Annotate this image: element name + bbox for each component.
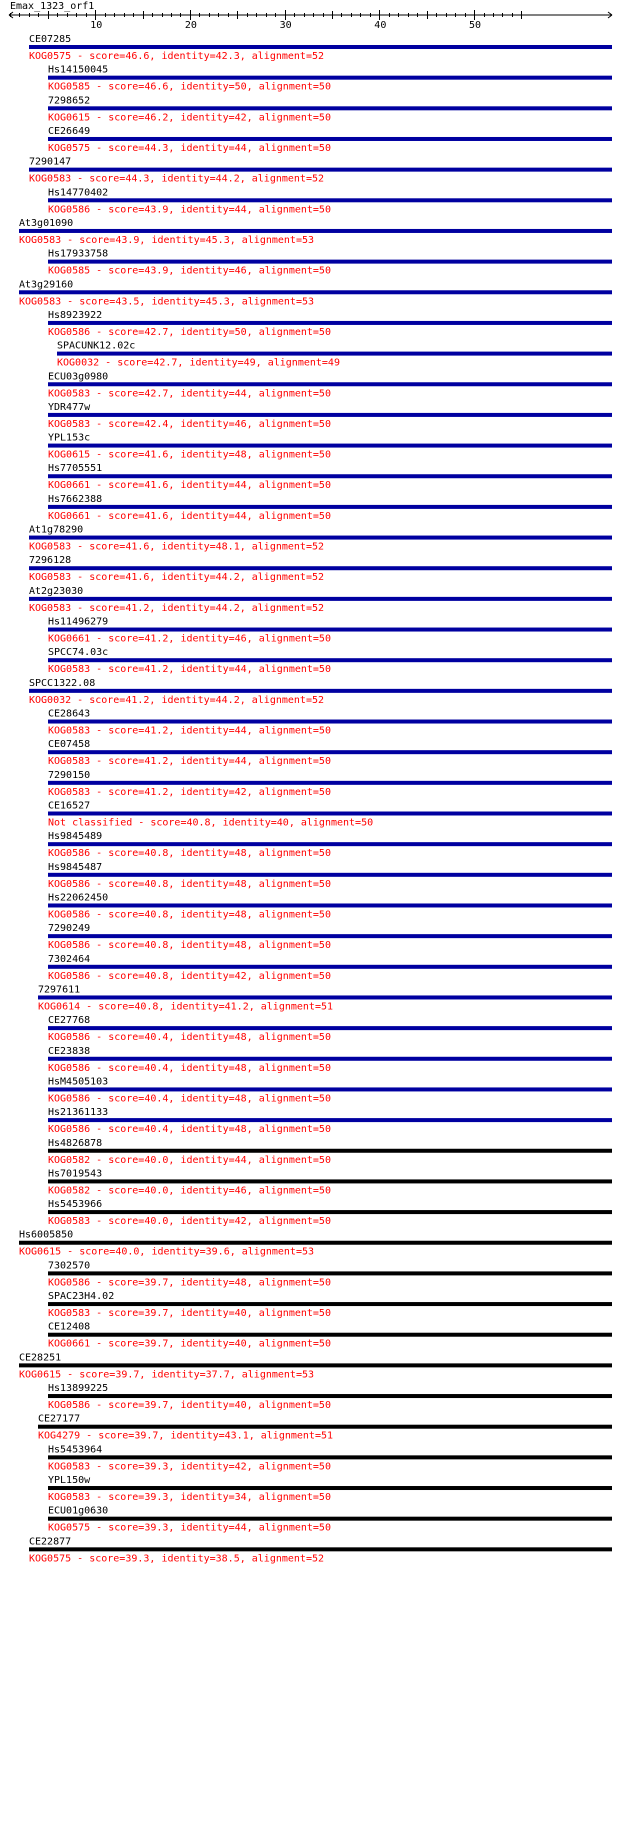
hit-name: Hs5453966	[48, 1199, 103, 1211]
hit-annotation: KOG0586 - score=40.4, identity=48, alignment=50	[48, 1124, 331, 1136]
hit-name: Hs21361133	[48, 1107, 109, 1119]
hit-annotation: KOG0586 - score=43.9, identity=44, alignment=50	[48, 204, 331, 216]
hit-name: Hs5453964	[48, 1444, 103, 1456]
hit-row	[48, 617, 612, 645]
hit-row	[48, 310, 612, 338]
hit-bar	[48, 505, 612, 509]
hit-annotation: KOG0575 - score=44.3, identity=44, alignment=50	[48, 142, 331, 154]
hit-annotation: KOG0585 - score=46.6, identity=50, alignment=50	[48, 81, 331, 93]
hit-name: CE23838	[48, 1045, 91, 1057]
hit-row	[48, 126, 612, 154]
hit-name: HsM4505103	[48, 1076, 109, 1088]
hit-annotation: KOG0614 - score=40.8, identity=41.2, alignment=51	[38, 1001, 334, 1013]
hit-row	[48, 1199, 612, 1227]
hit-name: CE26649	[48, 125, 91, 137]
hit-bar	[48, 1057, 612, 1061]
hit-name: Hs9845487	[48, 861, 103, 873]
hit-bar	[48, 413, 612, 417]
hit-name: YPL153c	[48, 432, 91, 444]
hit-name: 7290150	[48, 769, 91, 781]
hit-name: ECU01g0630	[48, 1505, 109, 1517]
hit-annotation: KOG0583 - score=41.2, identity=44, alignment=50	[48, 725, 331, 737]
hit-row	[48, 770, 612, 798]
hit-row	[48, 1107, 612, 1135]
hit-bar	[48, 106, 612, 110]
hit-name: CE27768	[48, 1015, 91, 1027]
hit-row	[48, 187, 612, 215]
hit-row	[48, 801, 612, 829]
hit-bar	[48, 1149, 612, 1153]
hit-row	[48, 862, 612, 890]
hit-bar	[29, 597, 612, 601]
hit-name: Hs9845489	[48, 831, 103, 843]
hit-annotation: KOG0583 - score=41.6, identity=48.1, alignment=52	[29, 541, 325, 553]
hit-name: SPCC1322.08	[29, 677, 96, 689]
hit-bar	[48, 1179, 612, 1183]
hit-name: Hs7019543	[48, 1168, 103, 1180]
hit-name: Hs17933758	[48, 248, 109, 260]
hit-bar	[48, 382, 612, 386]
hit-bar	[19, 290, 612, 294]
hit-bar	[48, 1394, 612, 1398]
hit-annotation: KOG0583 - score=41.2, identity=44.2, alignment=52	[29, 602, 325, 614]
hit-annotation: KOG0032 - score=42.7, identity=49, alignment=49	[57, 357, 340, 369]
hit-row	[48, 647, 612, 675]
hit-annotation: KOG0583 - score=42.4, identity=46, alignment=50	[48, 418, 331, 430]
hit-bar	[48, 260, 612, 264]
hit-bar	[29, 689, 612, 693]
hit-annotation: KOG0583 - score=41.2, identity=42, alignment=50	[48, 786, 331, 798]
hit-name: Hs14150045	[48, 64, 109, 76]
hit-row	[48, 463, 612, 491]
hit-row	[48, 494, 612, 522]
hit-name: At3g01090	[19, 217, 74, 229]
axis-tick-label: 20	[184, 20, 197, 31]
hit-name: CE12408	[48, 1321, 91, 1333]
hit-bar	[38, 1425, 612, 1429]
hit-name: CE28643	[48, 708, 91, 720]
hit-bar	[48, 842, 612, 846]
hit-bar	[48, 873, 612, 877]
hit-name: YDR477w	[48, 401, 91, 413]
hit-annotation: KOG0583 - score=44.3, identity=44.2, alignment=52	[29, 173, 325, 185]
hit-annotation: KOG0582 - score=40.0, identity=46, alignment=50	[48, 1185, 331, 1197]
hit-annotation: KOG0583 - score=41.6, identity=44.2, alignment=52	[29, 572, 325, 584]
hit-bar	[48, 1087, 612, 1091]
hit-list	[19, 34, 612, 1564]
hit-bar	[48, 781, 612, 785]
hit-row	[38, 984, 612, 1012]
hit-row	[48, 371, 612, 399]
hit-annotation: KOG0586 - score=40.4, identity=48, alignment=50	[48, 1032, 331, 1044]
hit-name: Hs7705551	[48, 463, 103, 475]
hit-bar	[48, 658, 612, 662]
hit-annotation: KOG0585 - score=43.9, identity=46, alignment=50	[48, 265, 331, 277]
hit-name: At1g78290	[29, 524, 84, 536]
hit-bar	[48, 1210, 612, 1214]
hit-annotation: KOG0586 - score=40.8, identity=42, alignment=50	[48, 970, 331, 982]
hit-bar	[48, 628, 612, 632]
hit-row	[48, 1322, 612, 1350]
hit-bar	[48, 1455, 612, 1459]
hit-annotation: KOG0582 - score=40.0, identity=44, alignment=50	[48, 1154, 331, 1166]
hit-bar	[48, 934, 612, 938]
hit-bar	[48, 1517, 612, 1521]
hit-row	[48, 1076, 612, 1104]
hit-row	[29, 678, 612, 706]
hit-name: 7290147	[29, 156, 72, 168]
hit-bar	[48, 474, 612, 478]
hit-row	[48, 1506, 612, 1534]
hit-name: 7298652	[48, 95, 91, 107]
hit-name: Hs8923922	[48, 309, 103, 321]
hit-annotation: KOG0583 - score=43.9, identity=45.3, alignment=53	[19, 234, 315, 246]
hit-bar	[48, 444, 612, 448]
hit-bar	[29, 566, 612, 570]
hit-name: 7302570	[48, 1260, 91, 1272]
hit-annotation: KOG0586 - score=40.8, identity=48, alignment=50	[48, 940, 331, 952]
hit-annotation: KOG4279 - score=39.7, identity=43.1, alignment=51	[38, 1430, 334, 1442]
hit-row	[48, 95, 612, 123]
hit-bar	[38, 995, 612, 999]
hit-bar	[48, 198, 612, 202]
hit-annotation: KOG0583 - score=42.7, identity=44, alignment=50	[48, 388, 331, 400]
hit-row	[48, 923, 612, 951]
hit-annotation: KOG0586 - score=40.4, identity=48, alignment=50	[48, 1062, 331, 1074]
hit-row	[48, 1383, 612, 1411]
hit-row	[48, 65, 612, 93]
hit-annotation: Not classified - score=40.8, identity=40, alignment=50	[48, 817, 374, 829]
hit-name: At2g23030	[29, 585, 84, 597]
hit-name: Hs6005850	[19, 1229, 74, 1241]
hit-bar	[48, 812, 612, 816]
hit-annotation: KOG0575 - score=39.3, identity=44, alignment=50	[48, 1522, 331, 1534]
hit-row	[19, 1230, 612, 1258]
hit-name: YPL150w	[48, 1475, 91, 1487]
hit-name: Hs7662388	[48, 493, 103, 505]
hit-bar	[48, 1333, 612, 1337]
hit-name: SPCC74.03c	[48, 647, 109, 659]
hit-row	[48, 249, 612, 277]
hit-bar	[48, 1118, 612, 1122]
hit-bar	[19, 1241, 612, 1245]
hit-annotation: KOG0615 - score=46.2, identity=42, alignment=50	[48, 112, 331, 124]
hit-name: CE22877	[29, 1536, 72, 1548]
hit-annotation: KOG0575 - score=46.6, identity=42.3, alignment=52	[29, 51, 325, 62]
query-axis	[9, 1, 612, 31]
hit-annotation: KOG0661 - score=41.6, identity=44, alignment=50	[48, 510, 331, 522]
hit-annotation: KOG0583 - score=39.7, identity=40, alignment=50	[48, 1308, 331, 1320]
hit-annotation: KOG0583 - score=39.3, identity=34, alignment=50	[48, 1492, 331, 1504]
hit-name: CE07458	[48, 739, 91, 751]
hit-row	[48, 402, 612, 430]
hit-row	[48, 1168, 612, 1196]
hit-annotation: KOG0615 - score=40.0, identity=39.6, alignment=53	[19, 1246, 315, 1258]
hit-name: Hs22062450	[48, 892, 109, 904]
hit-bar	[57, 352, 612, 356]
hit-row	[48, 1046, 612, 1074]
hit-name: ECU03g0980	[48, 371, 109, 383]
hit-annotation: KOG0586 - score=40.8, identity=48, alignment=50	[48, 848, 331, 860]
hit-annotation: KOG0032 - score=41.2, identity=44.2, alignment=52	[29, 694, 325, 706]
hit-annotation: KOG0583 - score=39.3, identity=42, alignment=50	[48, 1461, 331, 1473]
hit-row	[48, 1291, 612, 1319]
hit-name: 7302464	[48, 953, 91, 965]
hit-name: Hs13899225	[48, 1383, 109, 1395]
axis-tick-label: 40	[374, 20, 387, 31]
hit-row	[48, 1138, 612, 1166]
hit-name: CE27177	[38, 1413, 81, 1425]
hit-bar	[48, 750, 612, 754]
hit-name: Hs4826878	[48, 1137, 103, 1149]
hit-annotation: KOG0615 - score=41.6, identity=48, alignment=50	[48, 449, 331, 461]
hit-row	[48, 1444, 612, 1472]
hit-row	[48, 831, 612, 859]
hit-row	[48, 892, 612, 920]
hit-annotation: KOG0586 - score=40.4, identity=48, alignment=50	[48, 1093, 331, 1105]
hit-row	[38, 1414, 612, 1442]
hit-name: SPACUNK12.02c	[57, 340, 136, 352]
hit-row	[29, 34, 612, 62]
hit-bar	[48, 1026, 612, 1030]
hit-bar	[48, 1302, 612, 1306]
hit-row	[48, 1260, 612, 1288]
hit-row	[48, 433, 612, 461]
hit-row	[19, 279, 612, 307]
hit-row	[48, 954, 612, 982]
hit-name: 7297611	[38, 984, 81, 996]
hit-bar	[48, 903, 612, 907]
hit-annotation: KOG0586 - score=40.8, identity=48, alignment=50	[48, 909, 331, 921]
hit-annotation: KOG0586 - score=39.7, identity=48, alignment=50	[48, 1277, 331, 1289]
hit-bar	[48, 321, 612, 325]
hit-annotation: KOG0583 - score=41.2, identity=44, alignment=50	[48, 664, 331, 676]
hit-name: Hs11496279	[48, 616, 109, 628]
hit-row	[19, 1352, 612, 1380]
hit-annotation: KOG0586 - score=42.7, identity=50, alignment=50	[48, 326, 331, 338]
hit-annotation: KOG0586 - score=39.7, identity=40, alignment=50	[48, 1400, 331, 1412]
hit-bar	[29, 168, 612, 172]
hit-row	[48, 709, 612, 737]
hit-annotation: KOG0661 - score=41.2, identity=46, alignment=50	[48, 633, 331, 645]
hit-name: CE07285	[29, 34, 72, 45]
hit-annotation: KOG0575 - score=39.3, identity=38.5, alignment=52	[29, 1553, 325, 1565]
axis-tick-label: 30	[279, 20, 292, 31]
hit-row	[19, 218, 612, 246]
hit-bar	[48, 965, 612, 969]
hit-bar	[48, 137, 612, 141]
hit-row	[57, 341, 612, 369]
hit-annotation: KOG0661 - score=39.7, identity=40, alignment=50	[48, 1338, 331, 1350]
hit-row	[48, 739, 612, 767]
hit-row	[29, 586, 612, 614]
hit-name: Hs14770402	[48, 187, 109, 199]
hit-annotation: KOG0586 - score=40.8, identity=48, alignment=50	[48, 878, 331, 890]
hit-bar	[48, 76, 612, 80]
axis-tick-label: 10	[90, 20, 103, 31]
hit-name: SPAC23H4.02	[48, 1291, 115, 1303]
axis-tick-label: 50	[469, 20, 482, 31]
hit-name: CE16527	[48, 800, 91, 812]
hit-bar	[48, 1271, 612, 1275]
hit-annotation: KOG0583 - score=41.2, identity=44, alignment=50	[48, 756, 331, 768]
hit-annotation: KOG0615 - score=39.7, identity=37.7, alignment=53	[19, 1369, 315, 1381]
hit-name: At3g29160	[19, 279, 74, 291]
hit-row	[48, 1475, 612, 1503]
hit-name: 7296128	[29, 555, 72, 567]
hit-bar	[48, 720, 612, 724]
hit-annotation: KOG0583 - score=43.5, identity=45.3, alignment=53	[19, 296, 315, 308]
hit-bar	[19, 229, 612, 233]
query-title: Emax_1323_orf1	[10, 1, 95, 12]
hit-row	[29, 157, 612, 185]
hit-annotation: KOG0661 - score=41.6, identity=44, alignment=50	[48, 480, 331, 492]
hit-bar	[19, 1363, 612, 1367]
hit-bar	[29, 536, 612, 540]
hit-bar	[48, 1486, 612, 1490]
hit-row	[29, 525, 612, 553]
hit-annotation: KOG0583 - score=40.0, identity=42, alignment=50	[48, 1216, 331, 1228]
hit-row	[29, 1536, 612, 1564]
hit-row	[29, 555, 612, 583]
hit-name: 7290249	[48, 923, 91, 935]
hit-row	[48, 1015, 612, 1043]
hit-name: CE28251	[19, 1352, 62, 1364]
hit-bar	[29, 1547, 612, 1551]
hit-bar	[29, 45, 612, 49]
